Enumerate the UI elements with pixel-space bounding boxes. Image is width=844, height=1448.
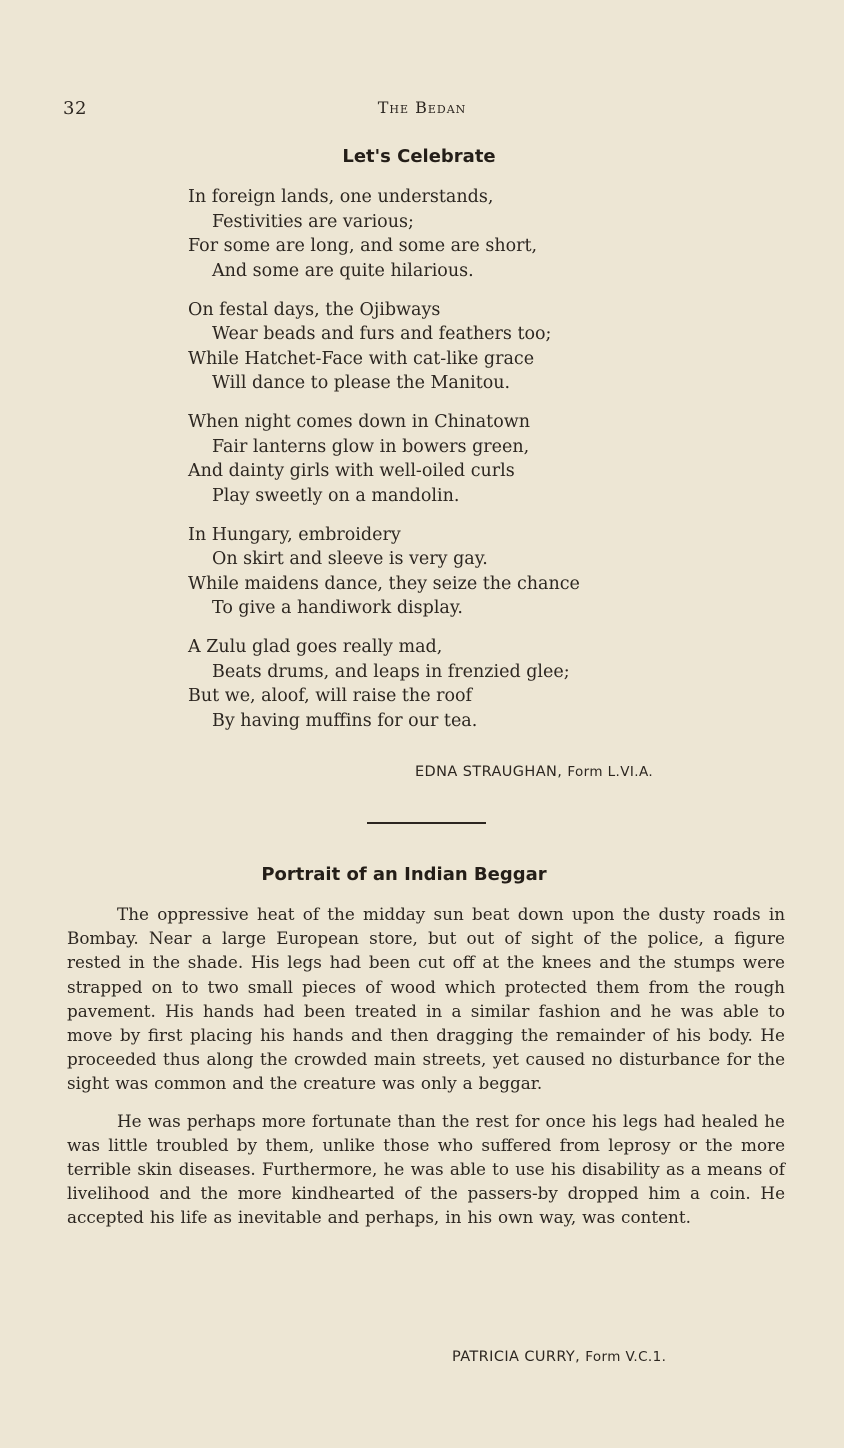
poem-line: While maidens dance, they seize the chance xyxy=(188,573,580,594)
running-head: The Bedan xyxy=(377,98,467,117)
poem-line: By having muffins for our tea. xyxy=(212,710,478,731)
poem-line: On skirt and sleeve is very gay. xyxy=(212,549,488,569)
section-divider xyxy=(367,822,486,824)
page-number: 32 xyxy=(63,98,87,119)
poem-title: Let's Celebrate xyxy=(342,146,496,167)
poem-stanza-3 xyxy=(188,410,748,508)
poem-stanza-4 xyxy=(188,523,748,621)
poem-line: In Hungary, embroidery xyxy=(188,524,401,545)
poem-line: Beats drums, and leaps in frenzied glee; xyxy=(212,661,570,682)
poem-form: Form L.VI.A. xyxy=(567,764,654,780)
poem-line: When night comes down in Chinatown xyxy=(188,412,530,432)
poem-line: For some are long, and some are short, xyxy=(188,236,538,256)
article-signature xyxy=(452,1349,666,1365)
poem xyxy=(188,185,748,748)
poem-line: Festivities are various; xyxy=(212,211,414,232)
poem-stanza-1 xyxy=(188,185,748,283)
article-paragraph: He was perhaps more fortunate than the rest for once his legs had healed he was little troubled by them, unlike those who suffered from leprosy or the more terrible skin diseases. Furthermore, he was able to use his disability as a means of livelihood and the more kindhearted of the passers-by dropped him a coin. He accepted his life as inevitable and perhaps, in his own way, was content. xyxy=(67,1110,785,1228)
poem-author: EDNA STRAUGHAN, xyxy=(415,764,563,780)
poem-line: Play sweetly on a mandolin. xyxy=(212,485,460,506)
poem-stanza-2 xyxy=(188,298,748,396)
article-form: Form V.C.1. xyxy=(585,1349,667,1365)
article-title: Portrait of an Indian Beggar xyxy=(261,864,547,885)
article-body xyxy=(67,902,785,1243)
poem-signature xyxy=(415,764,653,780)
poem-line: A Zulu glad goes really mad, xyxy=(188,637,443,657)
poem-line: In foreign lands, one understands, xyxy=(188,187,494,207)
poem-stanza-5 xyxy=(188,635,748,733)
poem-line: Fair lanterns glow in bowers green, xyxy=(212,436,530,457)
poem-line: On festal days, the Ojibways xyxy=(188,299,441,320)
poem-line: Will dance to please the Manitou. xyxy=(212,373,511,393)
article-paragraph: The oppressive heat of the midday sun beat down upon the dusty roads in Bombay. Near a large European store, but out of sight of the police, a figure rested in the shade. His legs had been cut off at the knees and the stumps were strapped on to two small pieces of wood which protected them from the rough pavement. His hands had been treated in a similar fashion and he was able to move by first placing his hands and then dragging the remainder of his body. He proceeded thus along the crowded main streets, yet caused no disturbance for the sight was common and the creature was only a beggar. xyxy=(67,904,785,1094)
poem-line: While Hatchet-Face with cat-like grace xyxy=(188,348,535,369)
poem-line: But we, aloof, will raise the roof xyxy=(188,686,473,706)
poem-line: And dainty girls with well-oiled curls xyxy=(188,461,515,481)
poem-line: To give a handiwork display. xyxy=(212,598,463,618)
poem-line: Wear beads and furs and feathers too; xyxy=(212,324,552,344)
article-author: PATRICIA CURRY, xyxy=(452,1349,581,1365)
poem-line: And some are quite hilarious. xyxy=(212,260,474,281)
